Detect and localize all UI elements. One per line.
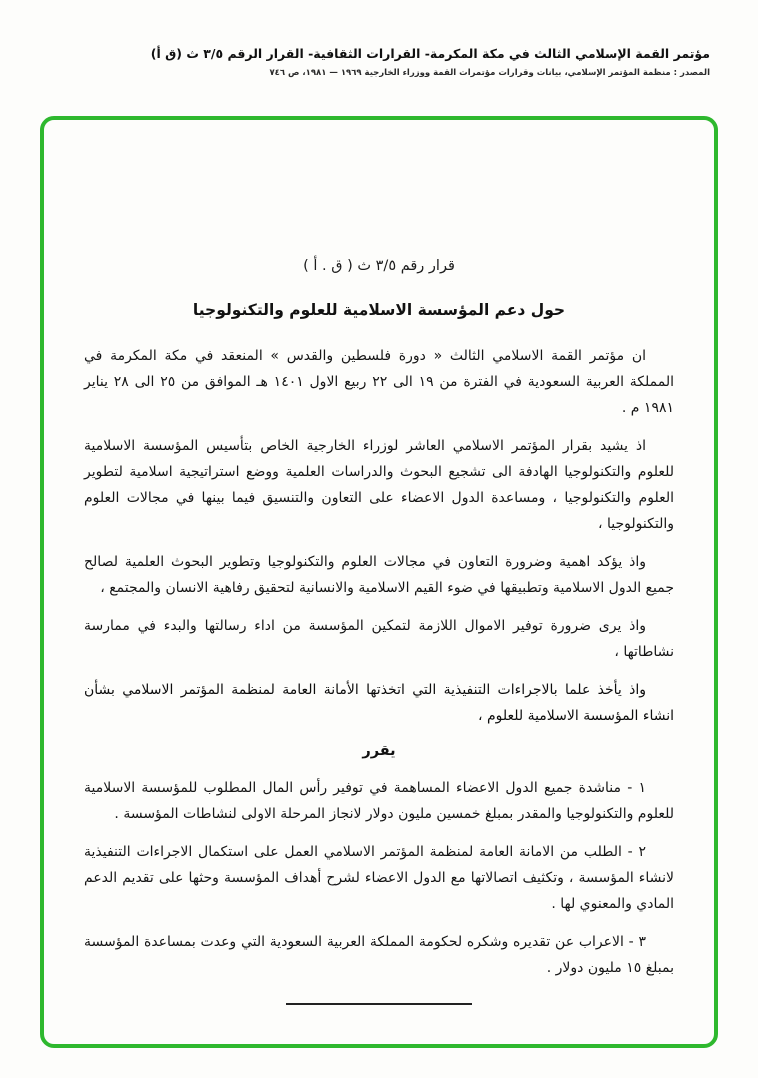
preamble-paragraph-1: ان مؤتمر القمة الاسلامي الثالث « دورة فلسطين والقدس » المنعقد في مكة المكرمة في المملكة العربية السعودية في الفترة من ١٩ الى ٢٢ ربيع الاول ١٤٠١ هـ الموافق من ٢٥ الى ٢٨ يناير ١٩٨١ م . <box>84 348 674 416</box>
resolution-number: قرار رقم ٣/٥ ث ( ق . أ ) <box>303 258 455 274</box>
resolution-frame <box>40 116 718 1048</box>
decides-label: يقرر <box>362 743 396 759</box>
preamble-paragraph-5: واذ يأخذ علما بالاجراءات التنفيذية التي اتخذتها الأمانة العامة لمنظمة المؤتمر الاسلامي بشأن انشاء المؤسسة الاسلامية للعلوم ، <box>84 682 674 724</box>
header-title: مؤتمر القمة الإسلامي الثالث في مكة المكرمة- القرارات الثقافية- القرار الرقم ٣/٥ ث (ق أ) <box>150 46 710 61</box>
preamble-paragraph-3: واذ يؤكد اهمية وضرورة التعاون في مجالات العلوم والتكنولوجيا وتطوير البحوث العلمية لصالح جميع الدول الاسلامية وتطبيقها في ضوء القيم الاسلامية والانسانية لتحقيق رفاهية الانسان والمجتمع ، <box>84 554 674 596</box>
document-header <box>48 46 710 78</box>
resolution-title: حول دعم المؤسسة الاسلامية للعلوم والتكنولوجيا <box>192 301 566 319</box>
preamble-paragraph-4: واذ يرى ضرورة توفير الاموال اللازمة لتمكين المؤسسة من اداء رسالتها والبدء في ممارسة نشاطاتها ، <box>84 618 674 660</box>
resolution-item-2: ٢ - الطلب من الامانة العامة لمنظمة المؤتمر الاسلامي العمل على استكمال الاجراءات التنفيذية لانشاء المؤسسة ، وتكثيف اتصالاتها مع الدول الاعضاء لشرح أهداف المؤسسة وحثها على تقديم الدعم المادي والمعنوي لها . <box>84 844 674 912</box>
preamble-paragraph-2: اذ يشيد بقرار المؤتمر الاسلامي العاشر لوزراء الخارجية الخاص بتأسيس المؤسسة الاسلامية للعلوم والتكنولوجيا الهادفة الى تشجيع البحوث والدراسات العلمية ووضع استراتيجية اسلامية لتطوير العلوم والتكنولوجيا ، ومساعدة الدول الاعضاء على التعاون والتنسيق فيما بينها في مجالات العلوم والتكنولوجيا ، <box>84 438 674 532</box>
footer-divider <box>286 1003 472 1005</box>
resolution-item-1: ١ - مناشدة جميع الدول الاعضاء المساهمة في توفير رأس المال المطلوب للمؤسسة الاسلامية للعلوم والتكنولوجيا والمقدر بمبلغ خمسين مليون دولار لانجاز المرحلة الاولى لنشاطات المؤسسة . <box>84 780 674 822</box>
resolution-item-3: ٣ - الاعراب عن تقديره وشكره لحكومة المملكة العربية السعودية التي وعدت بمساعدة المؤسسة بمبلغ ١٥ مليون دولار . <box>84 934 674 976</box>
header-source-line: المصدر : منظمة المؤتمر الإسلامي، بيانات وقرارات مؤتمرات القمة ووزراء الخارجية ١٩٦٩ — ١٩٨١، ص ٧٤٦ <box>269 68 710 78</box>
